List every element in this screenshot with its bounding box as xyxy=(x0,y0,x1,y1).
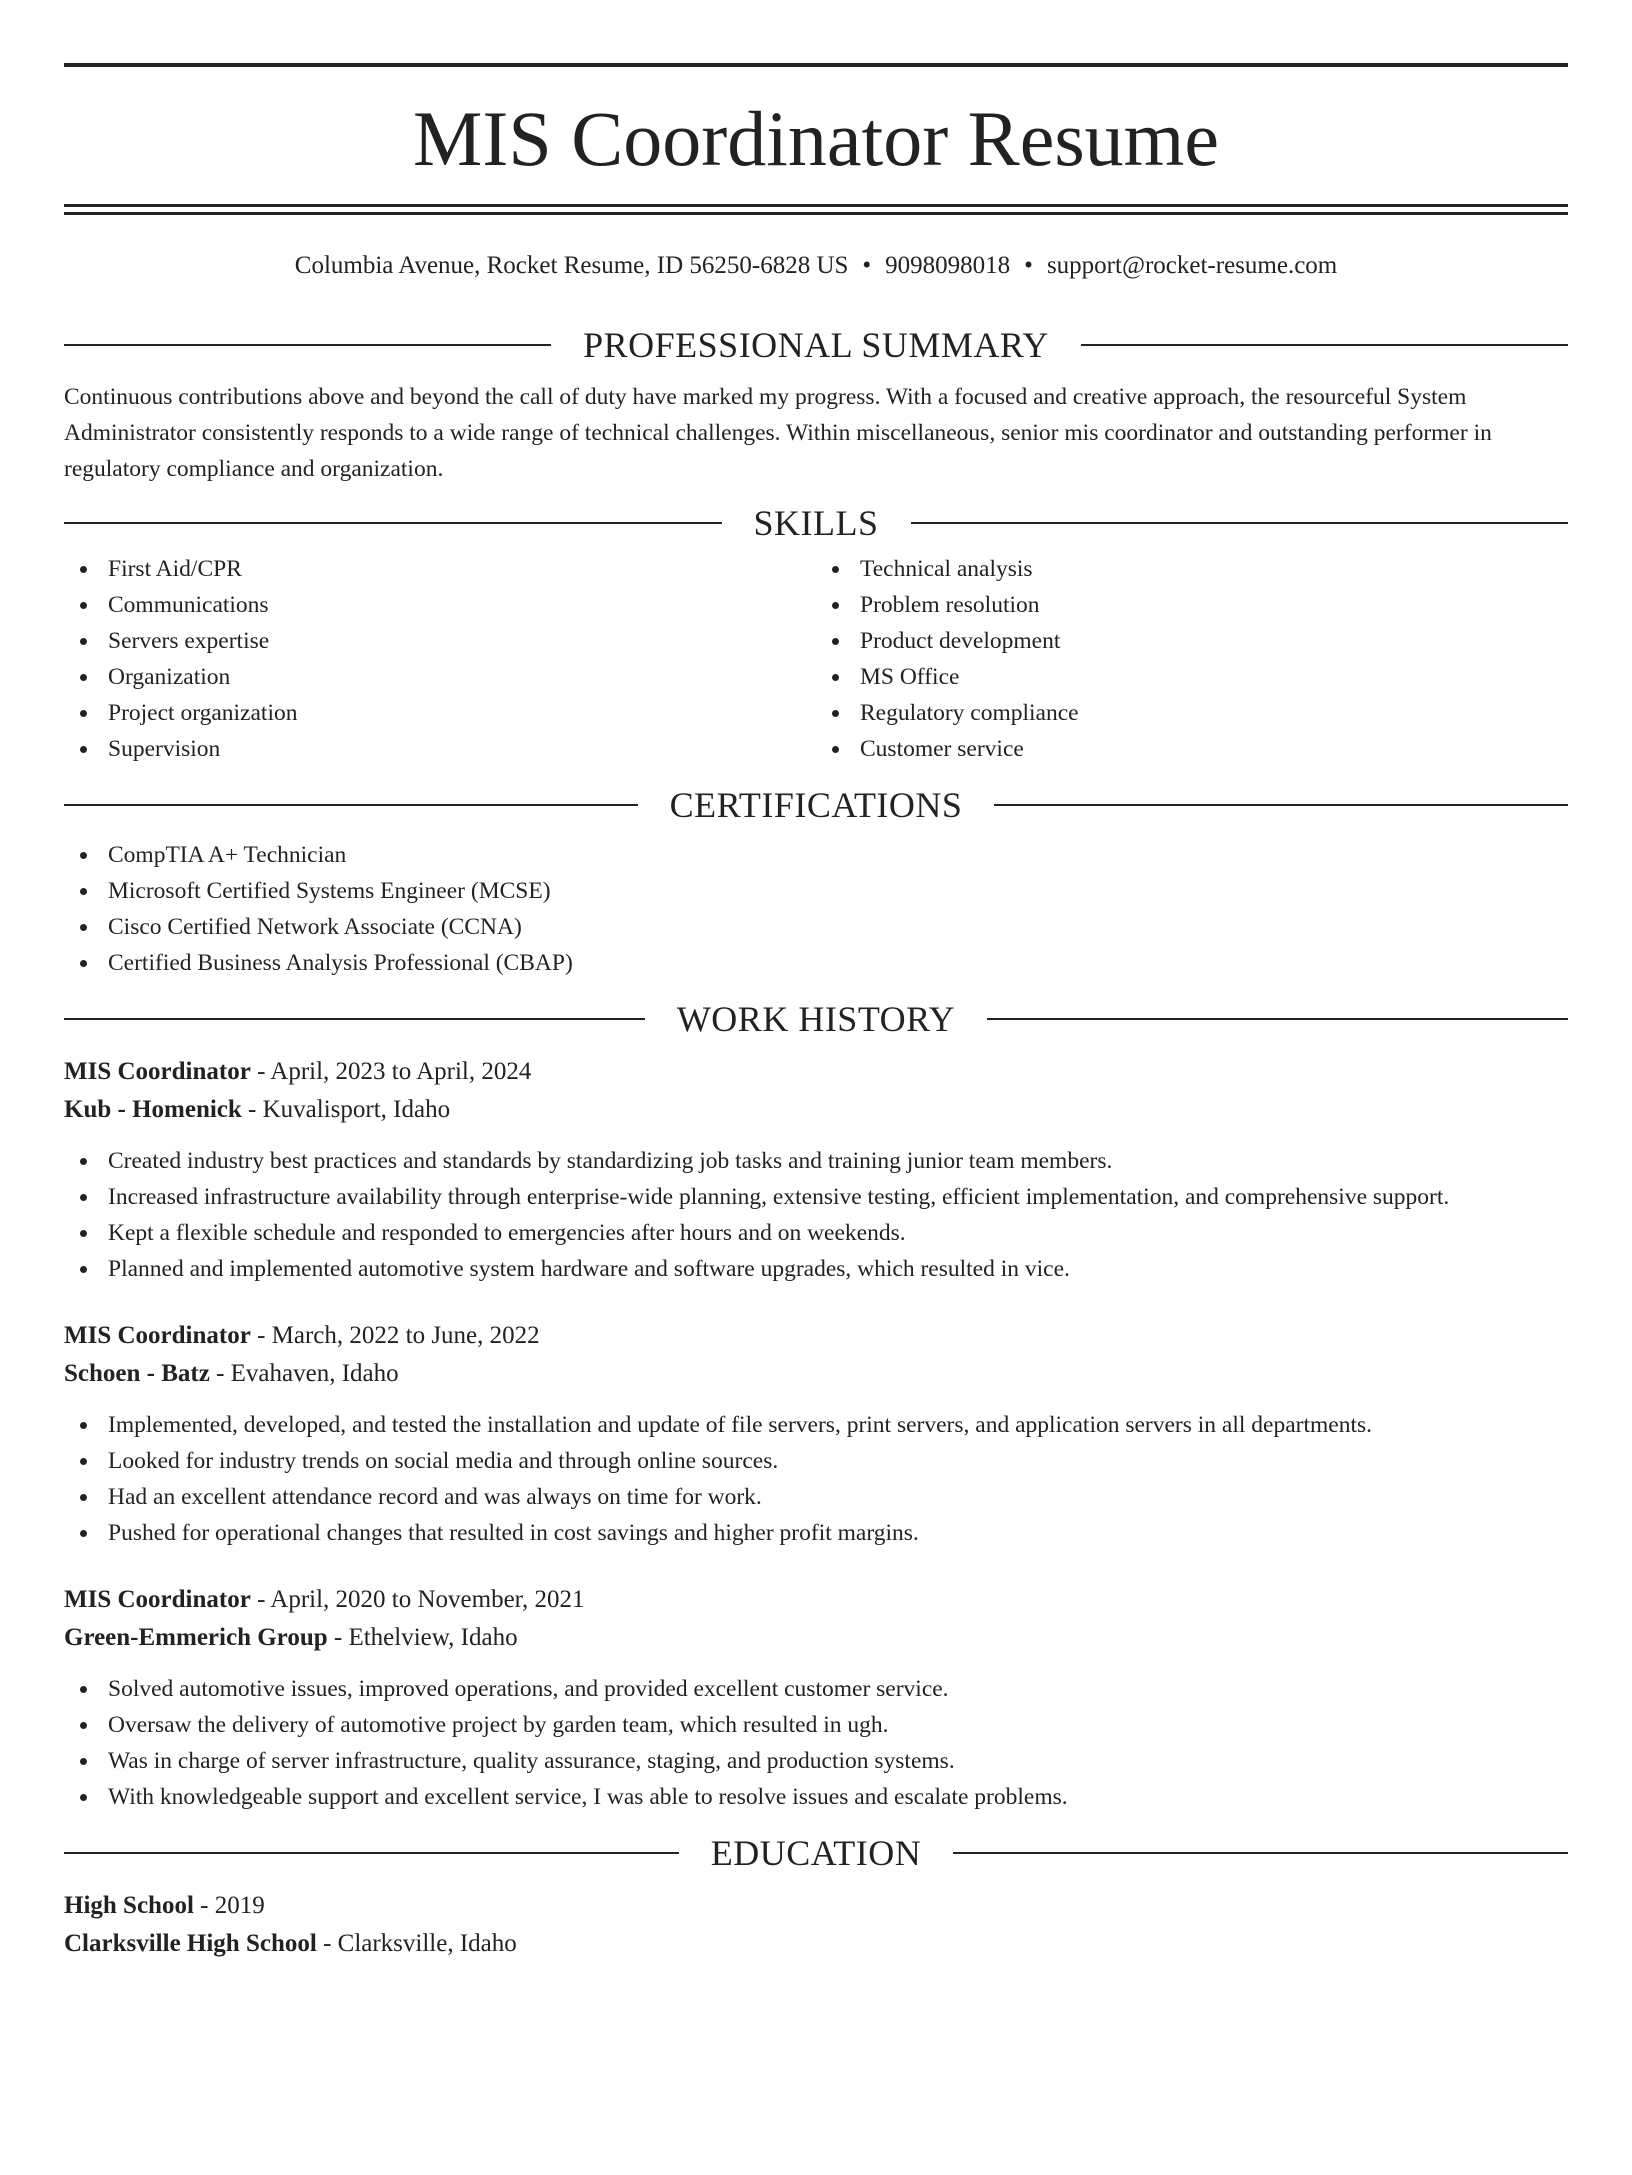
skills-grid xyxy=(64,551,1568,767)
heading-rule xyxy=(994,804,1568,806)
certification-item: Microsoft Certified Systems Engineer (MCSE) xyxy=(64,873,1568,909)
job-entry xyxy=(64,1581,1568,1815)
job-bullets xyxy=(64,1671,1568,1815)
education-heading-title: EDUCATION xyxy=(710,1833,922,1873)
heading-rule xyxy=(64,522,722,524)
skills-list-right xyxy=(816,551,1568,767)
skill-item: First Aid/CPR xyxy=(64,551,816,587)
header-top-rule xyxy=(64,63,1568,67)
job-bullet: Oversaw the delivery of automotive project by garden team, which resulted in ugh. xyxy=(64,1707,1568,1743)
heading-rule xyxy=(1081,344,1568,346)
job-company: Schoen - Batz xyxy=(64,1360,210,1387)
education-school: Clarksville High School xyxy=(64,1930,317,1957)
heading-rule xyxy=(911,522,1569,524)
education-location: - Clarksville, Idaho xyxy=(316,1930,517,1957)
heading-rule xyxy=(953,1852,1568,1854)
education-degree-line xyxy=(64,1887,1568,1925)
skill-item: Servers expertise xyxy=(64,623,816,659)
certification-item: Cisco Certified Network Associate (CCNA) xyxy=(64,909,1568,945)
summary-heading xyxy=(64,323,1568,367)
job-bullet: Implemented, developed, and tested the installation and update of file servers, print servers, and application servers in all departments. xyxy=(64,1407,1568,1443)
skill-item: Communications xyxy=(64,587,816,623)
job-bullet: Was in charge of server infrastructure, quality assurance, staging, and production systems. xyxy=(64,1743,1568,1779)
contact-address: Columbia Avenue, Rocket Resume, ID 56250-6828 US xyxy=(294,252,849,279)
skill-item: Customer service xyxy=(816,731,1568,767)
skill-item: Product development xyxy=(816,623,1568,659)
work-heading-title: WORK HISTORY xyxy=(676,999,956,1039)
contact-email: support@rocket-resume.com xyxy=(1046,252,1338,279)
heading-rule xyxy=(987,1018,1568,1020)
job-title-line xyxy=(64,1581,1568,1619)
skill-item: Project organization xyxy=(64,695,816,731)
contact-separator: • xyxy=(1024,252,1033,279)
summary-heading-title: PROFESSIONAL SUMMARY xyxy=(583,325,1049,365)
job-entry xyxy=(64,1053,1568,1287)
heading-rule xyxy=(64,804,638,806)
resume-title: MIS Coordinator Resume xyxy=(413,95,1219,182)
heading-rule xyxy=(64,1018,645,1020)
skills-list-left xyxy=(64,551,816,767)
skill-item: Regulatory compliance xyxy=(816,695,1568,731)
skills-heading-title: SKILLS xyxy=(753,503,879,543)
job-bullet: Increased infrastructure availability through enterprise-wide planning, extensive testing, efficient implementation, and comprehensive support. xyxy=(64,1179,1568,1215)
job-bullet: Looked for industry trends on social media and through online sources. xyxy=(64,1443,1568,1479)
job-company-line xyxy=(64,1091,1568,1129)
job-bullet: Created industry best practices and standards by standardizing job tasks and training junior team members. xyxy=(64,1143,1568,1179)
job-title: MIS Coordinator xyxy=(64,1058,251,1085)
certification-item: Certified Business Analysis Professional (CBAP) xyxy=(64,945,1568,981)
job-bullet: Had an excellent attendance record and was always on time for work. xyxy=(64,1479,1568,1515)
job-title-line xyxy=(64,1317,1568,1355)
heading-rule xyxy=(64,344,551,346)
job-company: Kub - Homenick xyxy=(64,1096,242,1123)
education-entry xyxy=(64,1887,1568,1963)
skill-item: Organization xyxy=(64,659,816,695)
skills-heading xyxy=(64,501,1568,545)
job-title: MIS Coordinator xyxy=(64,1322,251,1349)
job-bullets xyxy=(64,1407,1568,1551)
contact-separator: • xyxy=(862,252,872,279)
education-degree: High School xyxy=(64,1892,194,1919)
job-company-line xyxy=(64,1619,1568,1657)
job-bullet: Planned and implemented automotive system hardware and software upgrades, which resulted in vice. xyxy=(64,1251,1568,1287)
certifications-heading xyxy=(64,783,1568,827)
resume-page xyxy=(0,63,1632,2175)
job-entry xyxy=(64,1317,1568,1551)
job-location: - Evahaven, Idaho xyxy=(209,1360,399,1387)
job-dates: - April, 2020 to November, 2021 xyxy=(250,1586,585,1613)
skill-item: Problem resolution xyxy=(816,587,1568,623)
contact-phone: 9098098018 xyxy=(885,252,1011,279)
job-bullet: Pushed for operational changes that resulted in cost savings and higher profit margins. xyxy=(64,1515,1568,1551)
job-dates: - April, 2023 to April, 2024 xyxy=(250,1058,532,1085)
skill-item: Technical analysis xyxy=(816,551,1568,587)
header-double-rule xyxy=(64,204,1568,215)
education-heading xyxy=(64,1831,1568,1875)
job-dates: - March, 2022 to June, 2022 xyxy=(250,1322,540,1349)
job-location: - Ethelview, Idaho xyxy=(327,1624,518,1651)
work-heading xyxy=(64,997,1568,1041)
certifications-list xyxy=(64,837,1568,981)
job-bullet: With knowledgeable support and excellent service, I was able to resolve issues and escalate problems. xyxy=(64,1779,1568,1815)
job-bullet: Kept a flexible schedule and responded to emergencies after hours and on weekends. xyxy=(64,1215,1568,1251)
job-company: Green-Emmerich Group xyxy=(64,1624,328,1651)
education-school-line xyxy=(64,1925,1568,1963)
job-title-line xyxy=(64,1053,1568,1091)
contact-line xyxy=(64,249,1568,283)
skill-item: Supervision xyxy=(64,731,816,767)
job-company-line xyxy=(64,1355,1568,1393)
heading-rule xyxy=(64,1852,679,1854)
job-bullet: Solved automotive issues, improved operations, and provided excellent customer service. xyxy=(64,1671,1568,1707)
education-year: - 2019 xyxy=(193,1892,265,1919)
skill-item: MS Office xyxy=(816,659,1568,695)
job-bullets xyxy=(64,1143,1568,1287)
summary-text: Continuous contributions above and beyond the call of duty have marked my progress. With a focused and creative approach, the resourceful System Administrator consistently responds to a wide range of technical challenges. Within miscellaneous, senior mis coordinator and outstanding performer in regulatory compliance and organization. xyxy=(64,384,1492,482)
job-title: MIS Coordinator xyxy=(64,1586,251,1613)
job-location: - Kuvalisport, Idaho xyxy=(241,1096,451,1123)
certifications-heading-title: CERTIFICATIONS xyxy=(669,785,963,825)
certification-item: CompTIA A+ Technician xyxy=(64,837,1568,873)
